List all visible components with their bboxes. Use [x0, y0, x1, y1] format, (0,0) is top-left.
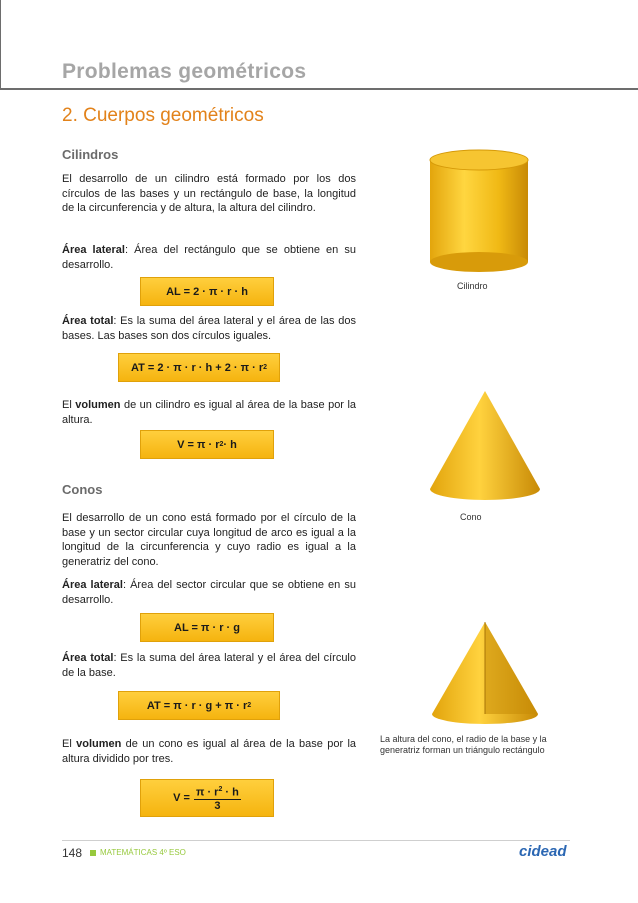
- cono-caption: Cono: [460, 512, 482, 522]
- term-lateral: Área lateral: [62, 244, 125, 256]
- cylinder-top: [430, 150, 528, 170]
- total-text-cono: : Es la suma del área lateral y el área del círculo de la base.: [62, 652, 356, 679]
- cono-vol-denominator: 3: [214, 799, 221, 812]
- cono-total-main: AT = π · r · g + π · r: [146, 699, 248, 712]
- cono-vol-fraction: [194, 784, 241, 812]
- lateral-text-cono: : Área del sector circular que se obtiene en su desarrollo.: [62, 579, 356, 606]
- conos-volume-paragraph: [62, 737, 356, 766]
- cilindros-lateral-paragraph: [62, 243, 356, 272]
- footer-subject: MATEMÁTICAS 4º ESO: [100, 848, 186, 857]
- conos-lateral-paragraph: [62, 578, 356, 607]
- cono-vol-text: de un cono es igual al área de la base por la altura dividido por tres.: [62, 738, 357, 765]
- total-text: : Es la suma del área lateral y el área de las dos bases. Las bases son dos círculos iguales.: [62, 315, 356, 342]
- cilindros-volume-paragraph: [62, 398, 356, 427]
- cylinder-bottom: [430, 252, 528, 272]
- total-formula-exp: 2: [263, 364, 268, 371]
- cono-vol-num-main: π · r: [195, 786, 219, 799]
- term-volumen-cono: volumen: [76, 738, 122, 750]
- cono-vol-num-exp: 2: [218, 786, 223, 794]
- conos-intro: El desarrollo de un cono está formado por el círculo de la base y un sector circular cuya longitud de arco es igual a la longitud de la circunferencia y cuyo radio es igual a la generatriz del cono.: [62, 512, 356, 568]
- cilindros-intro: El desarrollo de un cilindro está formado por los dos círculos de las bases y un rectángulo de base, la longitud de la circunferencia y de altura, la altura del cilindro.: [62, 173, 356, 214]
- cidead-logo: cidead: [519, 843, 567, 860]
- cono-vol-pre: El: [62, 738, 77, 750]
- cono-total-exp: 2: [247, 702, 252, 709]
- term-total-cono: Área total: [62, 652, 114, 664]
- lateral-text: : Área del rectángulo que se obtiene en su desarrollo.: [62, 244, 356, 271]
- cono-vol-numerator: [194, 784, 241, 800]
- cono-vol-lhs: V =: [173, 792, 190, 804]
- vol-formula-exp: 2: [219, 441, 224, 448]
- term-volumen: volumen: [75, 399, 121, 411]
- vol-formula-tail: · h: [223, 438, 237, 451]
- conos-heading: Conos: [62, 482, 103, 497]
- term-lateral-cono: Área lateral: [62, 579, 123, 591]
- cono-lateral-formula: AL = π · r · g: [140, 613, 274, 642]
- cono-section-caption: La altura del cono, el radio de la base y la generatriz forman un triángulo rectángulo: [380, 734, 547, 755]
- cone-body: [430, 391, 540, 500]
- vol-formula-main: V = π · r: [177, 438, 220, 451]
- footer-square-icon: [90, 850, 96, 856]
- cone-section-figure: [420, 614, 550, 732]
- cono-vol-num-tail: · h: [222, 786, 239, 799]
- page-number: 148: [62, 846, 83, 860]
- cylinder-body: [430, 160, 528, 262]
- footer-divider: [62, 840, 570, 841]
- cilindro-lateral-formula: AL = 2 · π · r · h: [140, 277, 274, 306]
- vol-pre: El: [62, 399, 76, 411]
- cono-total-formula: [118, 691, 280, 720]
- cilindros-heading: Cilindros: [62, 147, 119, 162]
- right-triangle-section: [485, 622, 538, 714]
- section-title: 2. Cuerpos geométricos: [62, 105, 264, 126]
- cono-volume-formula: [140, 779, 274, 817]
- conos-total-paragraph: [62, 651, 356, 680]
- cylinder-figure: [408, 146, 558, 276]
- total-formula-main: AT = 2 · π · r · h + 2 · π · r: [130, 361, 264, 374]
- cilindro-total-formula: [118, 353, 280, 382]
- cone-figure: [420, 383, 550, 508]
- page-title: Problemas geométricos: [62, 60, 307, 83]
- vol-text: de un cilindro es igual al área de la base por la altura.: [62, 399, 356, 426]
- cilindros-total-paragraph: [62, 314, 356, 343]
- term-total: Área total: [62, 315, 114, 327]
- cilindro-volume-formula: [140, 430, 274, 459]
- cilindro-caption: Cilindro: [457, 281, 488, 291]
